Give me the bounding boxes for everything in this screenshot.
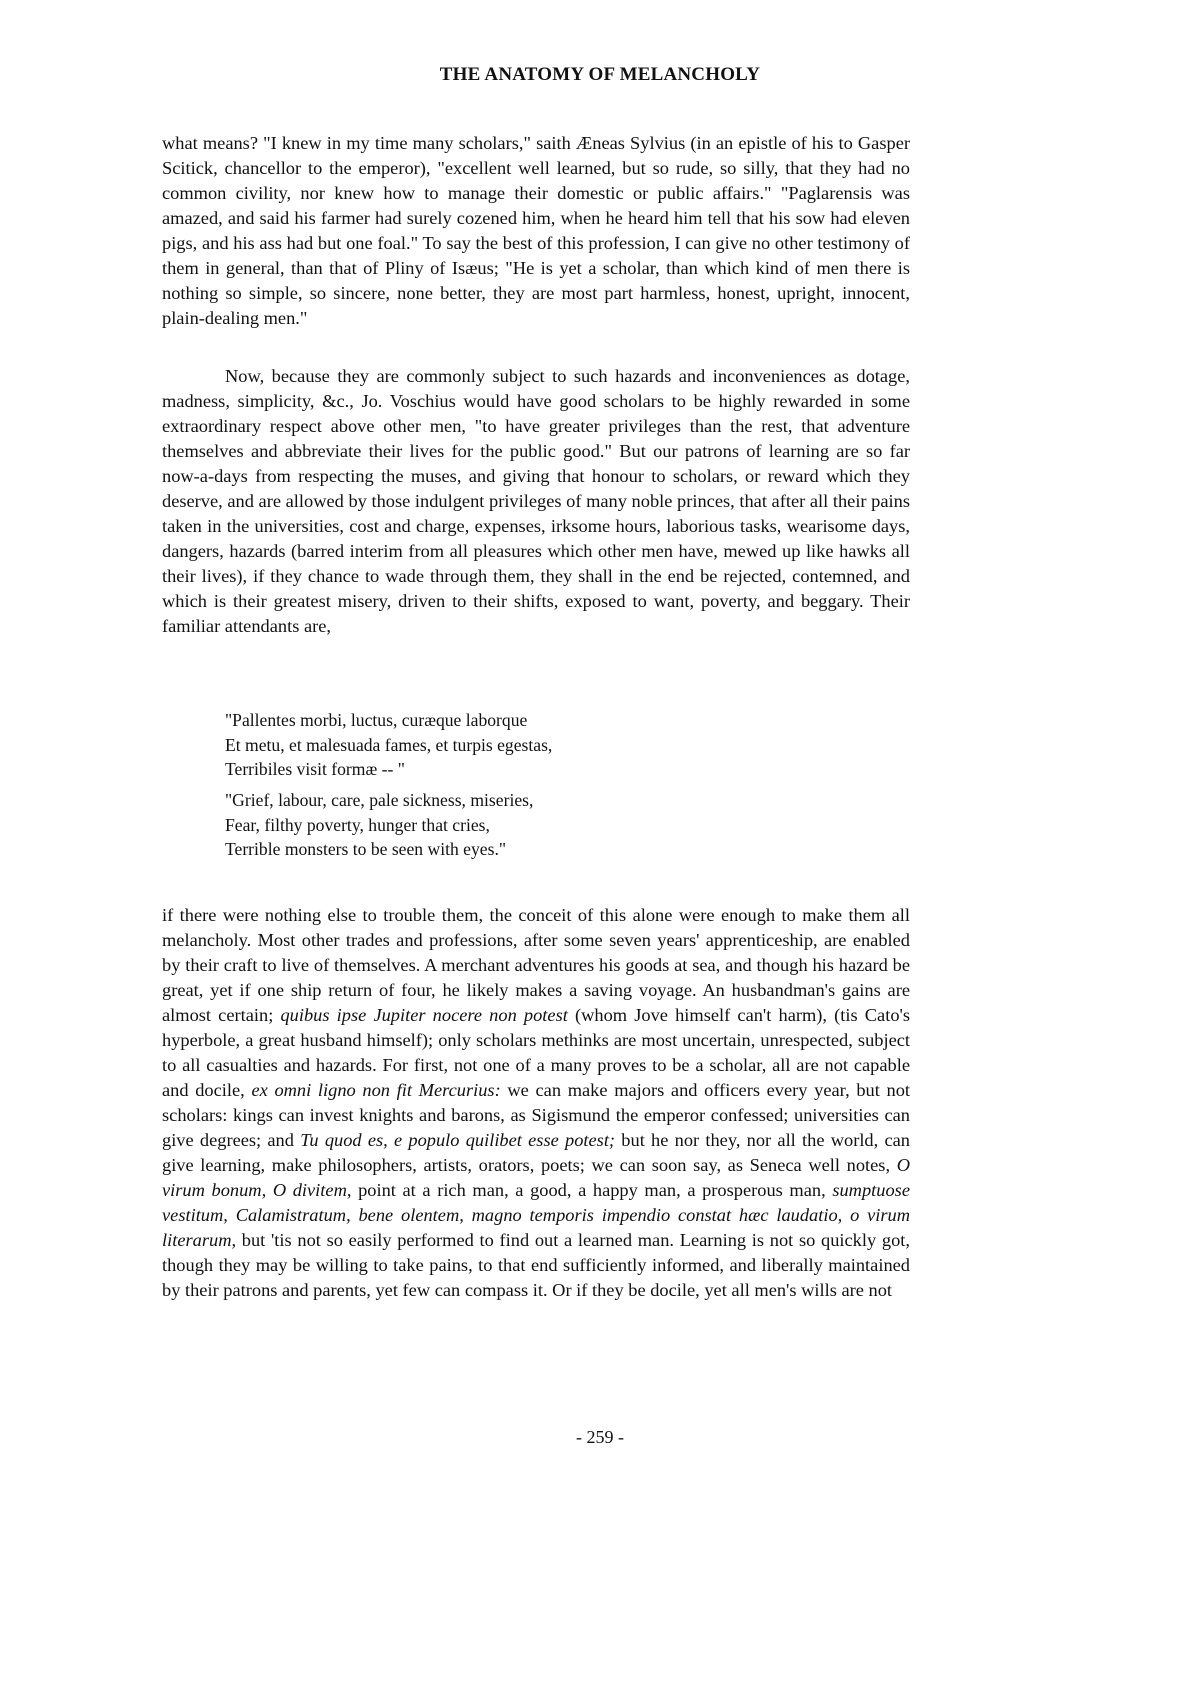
paragraph-text: Now, because they are commonly subject to such hazards and inconveniences as dotage, madness, simplicity, &c., Jo. Voschius would have good scholars to be highly rewarded in some extraordinary respect above other men, "to have greater privileges than the rest, that adventure themselves and abbreviate their lives for the public good." But our patrons of learning are so far now-a-days from respecting the muses, and giving that honour to scholars, or reward which they deserve, and are allowed by those indulgent privileges of many noble princes, that after all their pains taken in the universities, cost and charge, expenses, irksome hours, laborious tasks, wearisome days, dangers, hazards (barred interim from all pleasures which other men have, mewed up like hawks all their lives), if they chance to wade through them, they shall in the end be rejected, contemned, and which is their greatest misery, driven to their shifts, exposed to want, poverty, and beggary. Their familiar attendants are,: [162, 366, 910, 636]
text-run: (whom Jove himself can't harm), (tis Cato's hyperbole, a great husband himself); only scholars methinks are most uncertain, unrespected, subject to all casualties and hazards. For first, not one of a many proves to be a scholar, all are not capable and docile,: [162, 1005, 910, 1100]
paragraph-3: [162, 903, 910, 1303]
latin-verse-quote: "Pallentes morbi, luctus, curæque laborque Et metu, et malesuada fames, et turpis egestas, Terribiles visit formæ -- ": [225, 710, 553, 779]
page-number: - 259 -: [576, 1427, 624, 1447]
text-run: if there were nothing else to trouble them, the conceit of this alone were enough to make them all melancholy. Most other trades and professions, after some seven years' apprenticeship, are enabled by their craft to live of themselves. A merchant adventures his goods at sea, and though his hazard be great, yet if one ship return of four, he likely makes a saving voyage. An husbandman's gains are almost certain;: [162, 905, 910, 1025]
paragraph-text: [162, 903, 910, 1303]
page-title: THE ANATOMY OF MELANCHOLY: [439, 64, 761, 85]
paragraph-1: [162, 131, 910, 331]
english-verse-translation: "Grief, labour, care, pale sickness, miseries, Fear, filthy poverty, hunger that cries, Terrible monsters to be seen with eyes.": [225, 790, 534, 859]
latin-phrase: Tu quod es, e populo quilibet esse potest;: [300, 1130, 616, 1150]
text-run: point at a rich man, a good, a happy man, a prosperous man,: [358, 1180, 826, 1200]
latin-phrase: quibus ipse Jupiter nocere non potest: [280, 1005, 568, 1025]
latin-phrase: sumptuose vestitum, Calamistratum, bene olentem, magno temporis impendio constat hæc laudatio, o virum literarum,: [162, 1180, 910, 1250]
text-run: we can make majors and officers every year, but not scholars: kings can invest knights and barons, as Sigismund the emperor confessed; universities can give degrees; and: [162, 1080, 911, 1150]
text-run: but 'tis not so easily performed to find out a learned man. Learning is not so quickly got, though they may be willing to take pains, to that end sufficiently informed, and liberally maintained by their patrons and parents, yet few can compass it. Or if they be docile, yet all men's wills are not: [162, 1230, 910, 1300]
paragraph-text: what means? "I knew in my time many scholars," saith Æneas Sylvius (in an epistle of his to Gasper Scitick, chancellor to the emperor), "excellent well learned, but so rude, so silly, that they had no common civility, nor knew how to manage their domestic or public affairs." "Paglarensis was amazed, and said his farmer had surely cozened him, when he heard him tell that his sow had eleven pigs, and his ass had but one foal." To say the best of this profession, I can give no other testimony of them in general, than that of Pliny of Isæus; "He is yet a scholar, than which kind of men there is nothing so simple, so sincere, none better, they are most part harmless, honest, upright, innocent, plain-dealing men.": [162, 133, 910, 328]
paragraph-2: [162, 364, 910, 639]
text-run: but he nor they, nor all the world, can give learning, make philosophers, artists, orators, poets; we can soon say, as Seneca well notes,: [162, 1130, 910, 1175]
latin-phrase: ex omni ligno non fit Mercurius:: [251, 1080, 501, 1100]
latin-phrase: O virum bonum, O divitem,: [162, 1155, 910, 1200]
